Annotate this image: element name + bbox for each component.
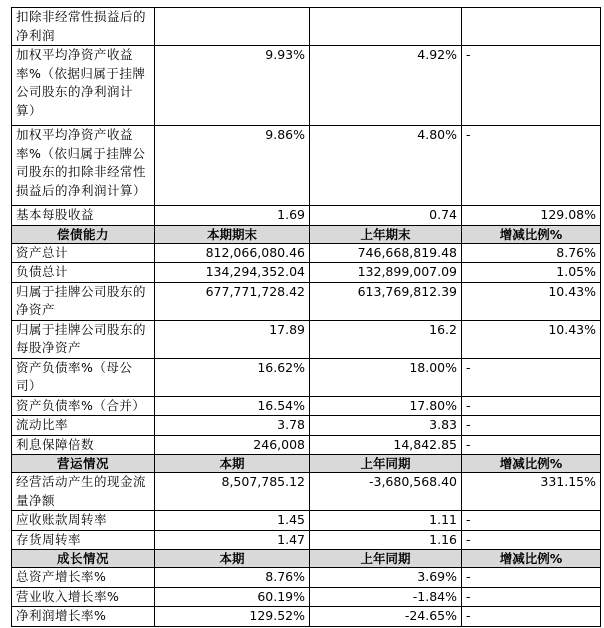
- previous-value: 0.74: [310, 206, 462, 226]
- previous-value: [310, 8, 462, 46]
- change-value: -: [462, 46, 601, 126]
- change-value: -: [462, 511, 601, 531]
- row-label: 加权平均净资产收益率%（依据归属于挂牌公司股东的净利润计算）: [12, 46, 155, 126]
- row-label: 资产负债率%（合并）: [12, 396, 155, 416]
- current-value: 17.89: [155, 320, 310, 358]
- row-label: 应收账款周转率: [12, 511, 155, 531]
- previous-value: 18.00%: [310, 358, 462, 396]
- previous-value: 1.16: [310, 530, 462, 550]
- row-label: 资产总计: [12, 243, 155, 263]
- row-label: 经营活动产生的现金流量净额: [12, 473, 155, 511]
- section-header-solvency: [12, 225, 601, 243]
- table-row: [12, 473, 601, 511]
- change-value: -: [462, 607, 601, 627]
- change-value: 129.08%: [462, 206, 601, 226]
- table-row: [12, 587, 601, 607]
- change-value: -: [462, 416, 601, 436]
- table-row: [12, 263, 601, 283]
- previous-value: -3,680,568.40: [310, 473, 462, 511]
- current-value: [155, 8, 310, 46]
- current-value: 677,771,728.42: [155, 282, 310, 320]
- previous-value: -1.84%: [310, 587, 462, 607]
- current-value: 9.93%: [155, 46, 310, 126]
- table-row: [12, 46, 601, 126]
- table-row: [12, 320, 601, 358]
- change-value: -: [462, 568, 601, 588]
- table-row: [12, 358, 601, 396]
- previous-value: 3.69%: [310, 568, 462, 588]
- change-value: -: [462, 396, 601, 416]
- table-row: [12, 206, 601, 226]
- financial-indicators-table: [11, 7, 601, 627]
- row-label: 营业收入增长率%: [12, 587, 155, 607]
- table-row: [12, 416, 601, 436]
- table-row: [12, 435, 601, 455]
- previous-value: 746,668,819.48: [310, 243, 462, 263]
- current-value: 16.62%: [155, 358, 310, 396]
- previous-value: 4.80%: [310, 126, 462, 206]
- header-current: 本期: [155, 455, 310, 473]
- row-label: 归属于挂牌公司股东的净资产: [12, 282, 155, 320]
- change-value: 331.15%: [462, 473, 601, 511]
- row-label: 流动比率: [12, 416, 155, 436]
- change-value: -: [462, 126, 601, 206]
- previous-value: -24.65%: [310, 607, 462, 627]
- table-row: [12, 8, 601, 46]
- table-row: [12, 607, 601, 627]
- previous-value: 132,899,007.09: [310, 263, 462, 283]
- current-value: 1.69: [155, 206, 310, 226]
- table-row: [12, 396, 601, 416]
- current-value: 8.76%: [155, 568, 310, 588]
- previous-value: 1.11: [310, 511, 462, 531]
- section-header-operations: [12, 455, 601, 473]
- header-current: 本期: [155, 550, 310, 568]
- current-value: 60.19%: [155, 587, 310, 607]
- section-header-growth: [12, 550, 601, 568]
- previous-value: 17.80%: [310, 396, 462, 416]
- row-label: 负债总计: [12, 263, 155, 283]
- change-value: 10.43%: [462, 282, 601, 320]
- current-value: 1.45: [155, 511, 310, 531]
- row-label: 资产负债率%（母公司）: [12, 358, 155, 396]
- table-row: [12, 126, 601, 206]
- change-value: 1.05%: [462, 263, 601, 283]
- table-row: [12, 568, 601, 588]
- current-value: 134,294,352.04: [155, 263, 310, 283]
- header-change: 增减比例%: [462, 455, 601, 473]
- row-label: 净利润增长率%: [12, 607, 155, 627]
- current-value: 1.47: [155, 530, 310, 550]
- change-value: -: [462, 435, 601, 455]
- header-change: 增减比例%: [462, 550, 601, 568]
- header-label: 偿债能力: [12, 225, 155, 243]
- change-value: 10.43%: [462, 320, 601, 358]
- previous-value: 14,842.85: [310, 435, 462, 455]
- current-value: 3.78: [155, 416, 310, 436]
- header-change: 增减比例%: [462, 225, 601, 243]
- change-value: -: [462, 358, 601, 396]
- table-row: [12, 282, 601, 320]
- header-previous: 上年同期: [310, 550, 462, 568]
- current-value: 9.86%: [155, 126, 310, 206]
- row-label: 归属于挂牌公司股东的每股净资产: [12, 320, 155, 358]
- change-value: -: [462, 530, 601, 550]
- table-row: [12, 530, 601, 550]
- row-label: 基本每股收益: [12, 206, 155, 226]
- header-current: 本期期末: [155, 225, 310, 243]
- header-previous: 上年期末: [310, 225, 462, 243]
- change-value: [462, 8, 601, 46]
- row-label: 利息保障倍数: [12, 435, 155, 455]
- current-value: 16.54%: [155, 396, 310, 416]
- header-label: 成长情况: [12, 550, 155, 568]
- change-value: -: [462, 587, 601, 607]
- previous-value: 4.92%: [310, 46, 462, 126]
- previous-value: 16.2: [310, 320, 462, 358]
- current-value: 8,507,785.12: [155, 473, 310, 511]
- row-label: 扣除非经常性损益后的净利润: [12, 8, 155, 46]
- previous-value: 3.83: [310, 416, 462, 436]
- row-label: 存货周转率: [12, 530, 155, 550]
- row-label: 加权平均净资产收益率%（依归属于挂牌公司股东的扣除非经常性损益后的净利润计算）: [12, 126, 155, 206]
- previous-value: 613,769,812.39: [310, 282, 462, 320]
- table-row: [12, 243, 601, 263]
- header-previous: 上年同期: [310, 455, 462, 473]
- table-row: [12, 511, 601, 531]
- current-value: 129.52%: [155, 607, 310, 627]
- header-label: 营运情况: [12, 455, 155, 473]
- row-label: 总资产增长率%: [12, 568, 155, 588]
- current-value: 812,066,080.46: [155, 243, 310, 263]
- change-value: 8.76%: [462, 243, 601, 263]
- current-value: 246,008: [155, 435, 310, 455]
